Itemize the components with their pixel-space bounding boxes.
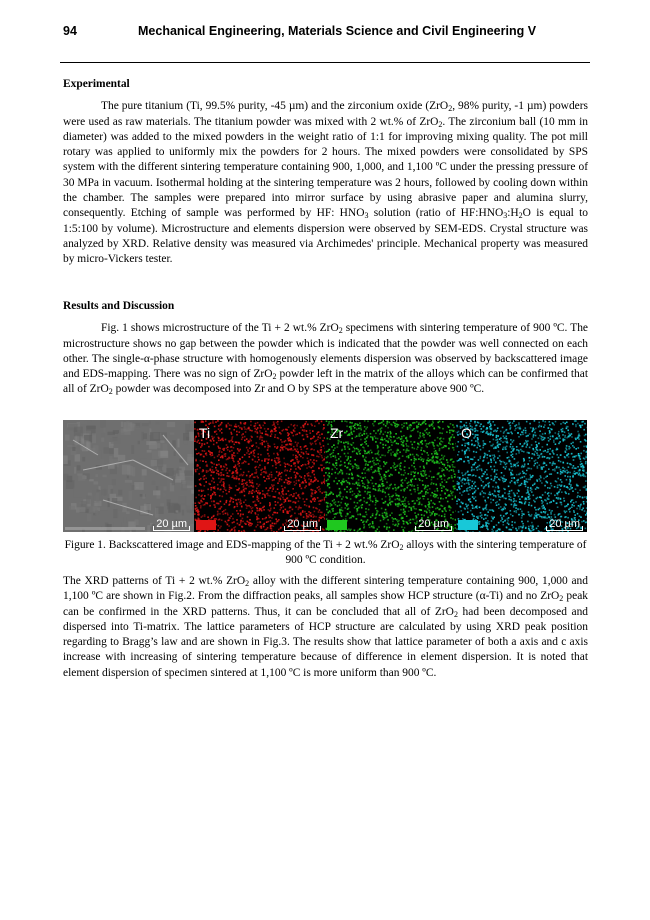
page-number: 94 [63,24,77,38]
scale-bar-label: 20 µm [549,518,580,530]
experimental-section [63,77,588,268]
sem-info-bar [65,527,145,530]
scale-bar [415,518,452,530]
element-label: Zr [330,425,344,441]
journal-title: Mechanical Engineering, Materials Science and Civil Engineering V [138,24,537,38]
experimental-heading: Experimental [63,78,130,90]
eds-map [456,420,587,532]
scale-bar [153,518,190,530]
results-paragraph-2: The XRD patterns of Ti + 2 wt.% ZrO$_2$ alloy with the different sintering temperature containing 900, 1,000 and 1,100 ºC are shown in Fig.2. From the diffraction peaks, all samples show HCP structure (α-Ti) and no ZrO$_2$ peak can be confirmed in the XRD patterns. Thus, it can be concluded that all of ZrO$_2$ had been decomposed and dispersed into Ti-matrix. The lattice parameters of HCP structure are calculated by using XRD peak position regarding to Bragg’s law and are shown in Fig.3. The results show that lattice parameter of both a axis and c axis increase with increasing of sintering temperature because of difference in element dispersion. It is noted that element dispersion of specimen sintered at 1,100 ºC is more uniform than 900 ºC. [63,575,589,679]
scale-bar-label: 20 µm [287,518,318,530]
element-label: Ti [199,425,211,441]
scale-bar-line [546,526,583,531]
experimental-paragraph: The pure titanium (Ti, 99.5% purity, -45 µm) and the zirconium oxide (ZrO$_2$, 98% purity, -1 µm) powders were used as raw materials. The titanium powder was mixed with 2 wt.% of ZrO$_2$. The zirconium ball (10 mm in diameter) was added to the mixed powders in the weight ratio of 1:1 for improving mixing quality. The pot mill rotary was applied to uniformly mix the powders for 2 hours. The mixed powders were consolidated by SPS system with the different sintering temperature containing 900, 1,000, and 1,100 ºC under the pressing pressure of 30 MPa in vacuum. Isothermal holding at the sintering temperature was 2 hours, followed by cooling down within the chamber. The samples were prepared into mirror surface by using abrasive paper and alumina slurry, consequently. Etching of sample was performed by HF: $HNO_3$ solution (ratio of $HF:HNO_3:H_2O$ is equal to 1:5:100 by volume). Microstructure and elements dispersion were observed by SEM-EDS. Crystal structure was analyzed by XRD. Relative density was measured via Archimedes' principle. Mechanical property was measured by micro-Vickers tester. [63,100,588,266]
header-rule [60,62,590,63]
figure-1-caption: Figure 1. Backscattered image and EDS-mapping of the Ti + 2 wt.% ZrO$_2$ alloys with the sintering temperature of 900 ºC condition. [64,539,587,567]
eds-tag [458,520,478,530]
results-heading: Results and Discussion [63,300,175,312]
scale-bar-line [415,526,452,531]
scale-bar-line [153,526,190,531]
figure-panel [63,420,194,532]
results-continued [63,574,588,681]
eds-tag [196,520,216,530]
bse-image [63,420,194,532]
scale-bar [546,518,583,530]
scale-bar-line [284,526,321,531]
figure-1 [63,420,587,532]
eds-tag [327,520,347,530]
figure-panel [194,420,325,532]
element-label: O [461,425,472,441]
scale-bar-label: 20 µm [156,518,187,530]
results-paragraph-1: Fig. 1 shows microstructure of the Ti + 2 wt.% ZrO$_2$ specimens with sintering temperature of 900 ºC. The microstructure shows no gap between the powder which is indicated that the powder was well connected on each other. The single-α-phase structure with homogenously elements dispersion was observed by backscattered image and EDS-mapping. There was no sign of ZrO$_2$ powder left in the matrix of the alloys which can be confirmed that all of ZrO$_2$ powder was decomposed into Zr and O by SPS at the temperature above 900 ºC. [63,322,588,397]
figure-panel [456,420,587,532]
scale-bar [284,518,321,530]
results-section [63,299,588,398]
eds-map [325,420,456,532]
scale-bar-label: 20 µm [418,518,449,530]
figure-panel [325,420,456,532]
running-header [63,24,590,42]
eds-map [194,420,325,532]
